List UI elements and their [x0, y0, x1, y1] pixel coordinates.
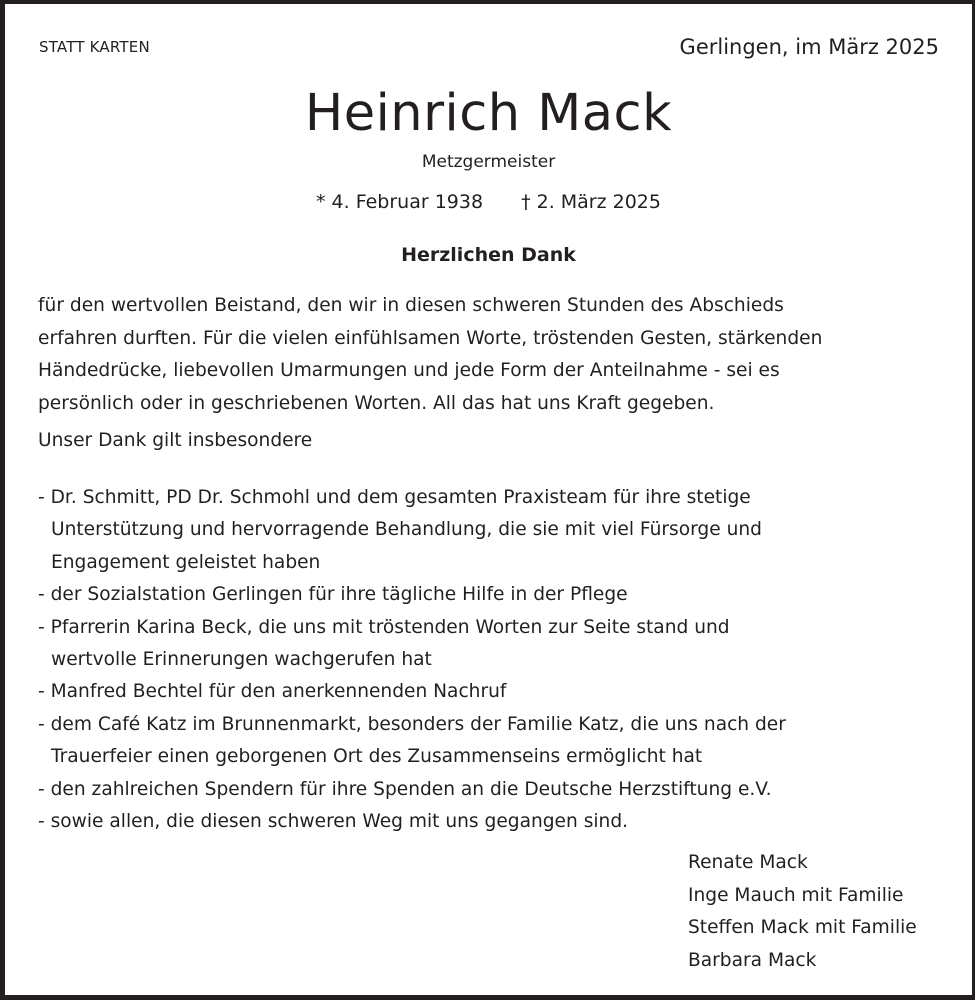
deceased-name: Heinrich Mack [304, 84, 673, 143]
paragraph-line: erfahren durften. Für die vielen einfühlsamen Worte, tröstenden Gesten, stärkenden [38, 327, 823, 349]
paragraph-line: für den wertvollen Beistand, den wir in diesen schweren Stunden des Abschieds [38, 295, 784, 316]
thanks-heading: Herzlichen Dank [401, 244, 576, 266]
birth-date: * 4. Februar 1938 [316, 191, 484, 213]
paragraph-line: persönlich oder in geschriebenen Worten. All das hat uns Kraft gegeben. [38, 392, 715, 414]
thanks-list-item: - Dr. Schmitt, PD Dr. Schmohl und dem gesamten Praxisteam für ihre stetige [38, 487, 751, 508]
thanks-list-item: - den zahlreichen Spendern für ihre Spenden an die Deutsche Herzstiftung e.V. [38, 778, 772, 800]
thanks-list-item: - Pfarrerin Karina Beck, die uns mit tröstenden Worten zur Seite stand und [38, 616, 730, 638]
header-place-date: Gerlingen, im März 2025 [679, 35, 939, 59]
signatory: Renate Mack [688, 852, 808, 873]
signatory: Steffen Mack mit Familie [688, 917, 917, 938]
thanks-intro: Unser Dank gilt insbesondere [38, 430, 313, 451]
death-date: † 2. März 2025 [521, 191, 661, 213]
signatories [688, 847, 917, 977]
thanks-list-item: - dem Café Katz im Brunnenmarkt, besonders der Familie Katz, die uns nach der [38, 713, 786, 735]
occupation: Metzgermeister [421, 152, 556, 172]
thanks-list-item-continuation: Trauerfeier einen geborgenen Ort des Zusammenseins ermöglicht hat [51, 746, 703, 768]
thanks-list-item: - der Sozialstation Gerlingen für ihre tägliche Hilfe in der Pflege [38, 584, 628, 606]
thanks-list-item: - sowie allen, die diesen schweren Weg mit uns gegangen sind. [38, 811, 629, 833]
thanks-list-item-continuation: Unterstützung und hervorragende Behandlung, die sie mit viel Fürsorge und [51, 519, 762, 541]
thanks-list [38, 482, 958, 838]
thanks-list-item-continuation: wertvolle Erinnerungen wachgerufen hat [51, 649, 432, 671]
thanks-list-item: - Manfred Bechtel für den anerkennenden Nachruf [38, 681, 507, 703]
signatory: Inge Mauch mit Familie [688, 884, 904, 906]
paragraph-line: Händedrücke, liebevollen Umarmungen und jede Form der Anteilnahme - sei es [38, 360, 780, 381]
signatory: Barbara Mack [688, 949, 817, 971]
thanks-list-item-continuation: Engagement geleistet haben [51, 551, 321, 573]
header-statt-karten: STATT KARTEN [39, 38, 150, 56]
life-dates [5, 191, 972, 213]
thanks-paragraph [38, 290, 958, 420]
